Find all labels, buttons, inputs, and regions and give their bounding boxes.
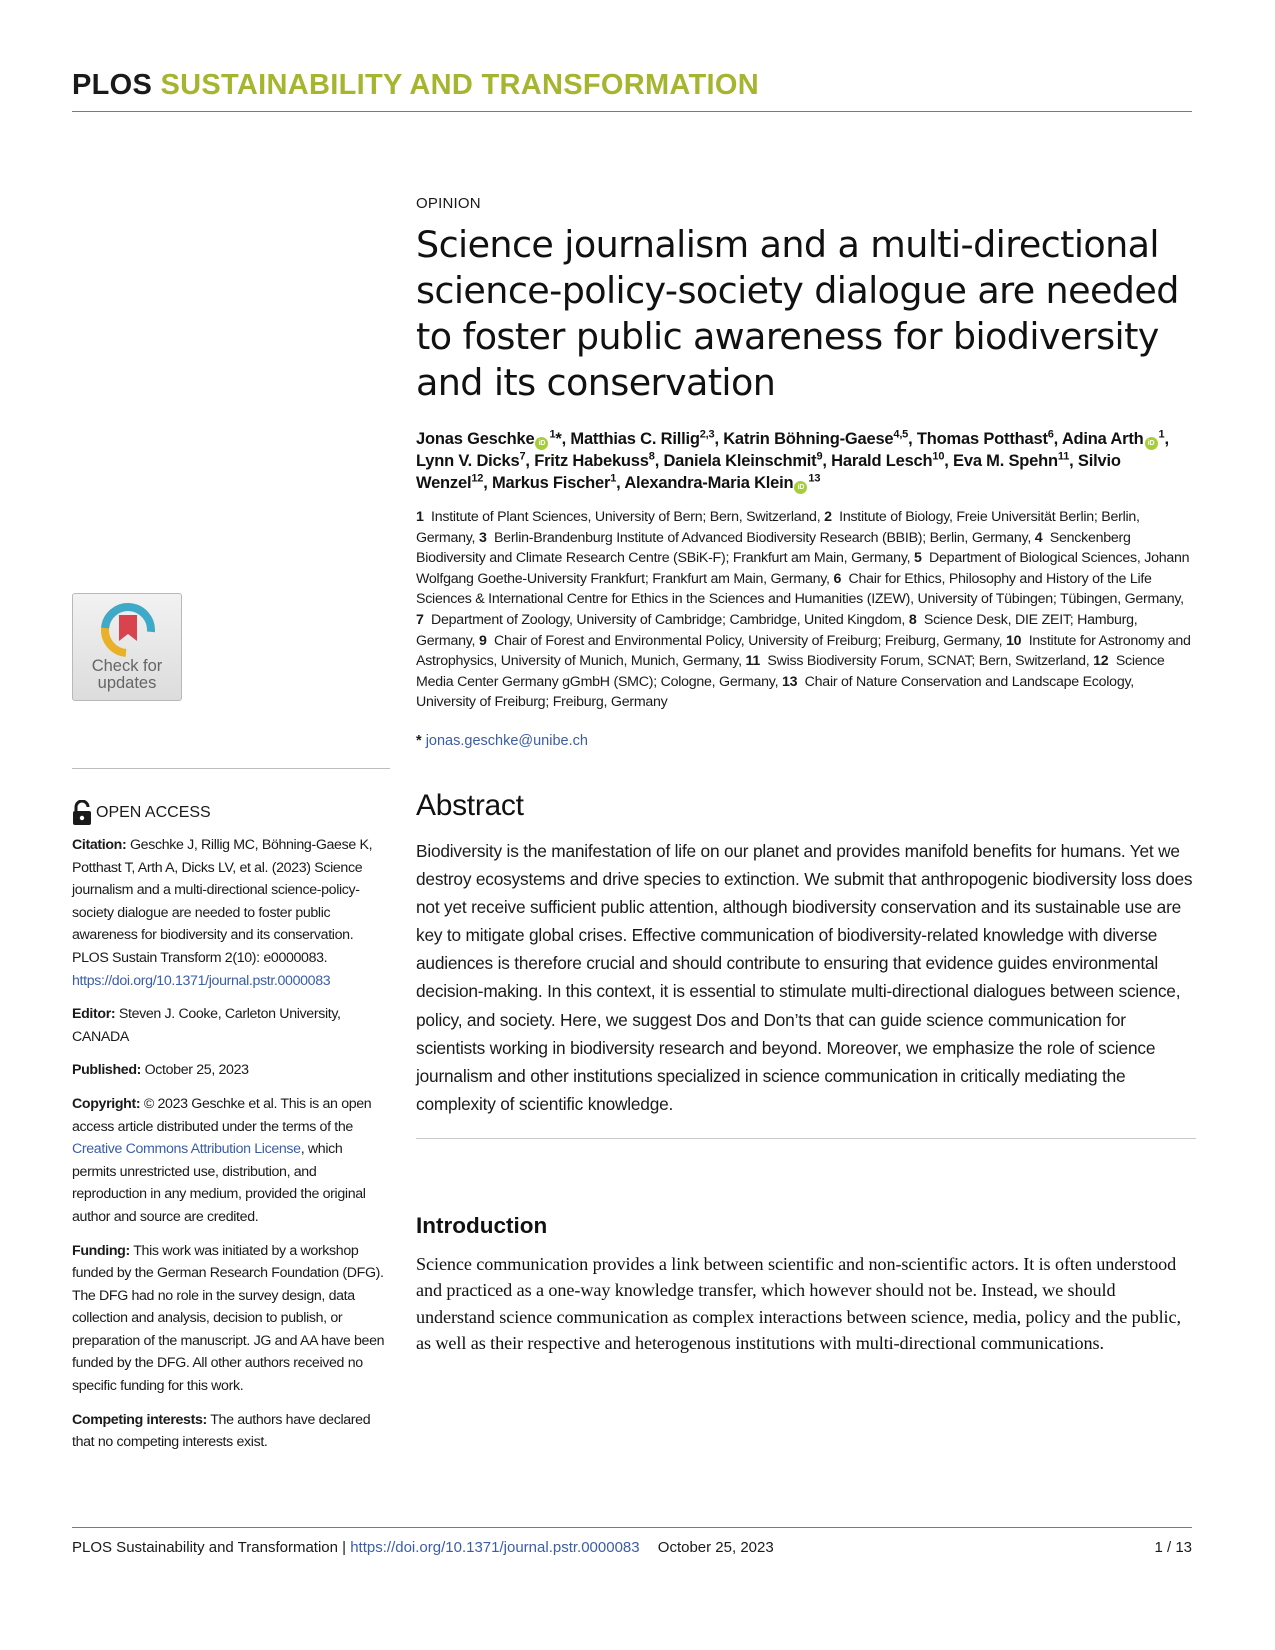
author-name: Harald Lesch: [831, 452, 933, 470]
abstract-heading: Abstract: [416, 788, 524, 822]
journal-brand: [72, 68, 1192, 102]
affiliation-text: Institute for Astronomy and Astrophysics, University of Munich, Munich, Germany,: [416, 632, 1191, 670]
affiliation-text: Berlin-Brandenburg Institute of Advanced Biodiversity Research (BBIB); Berlin, Germany,: [493, 529, 1032, 546]
footer-doi-link[interactable]: https://doi.org/10.1371/journal.pstr.0000083: [350, 1539, 640, 1556]
author: [831, 452, 944, 470]
author-name: Markus Fischer: [491, 474, 611, 492]
author-affiliation-sup: 1: [610, 472, 617, 485]
affiliation-text: Institute of Biology, Freie Universität Berlin; Berlin, Germany,: [416, 509, 1140, 546]
affiliation-number: 3: [478, 529, 487, 546]
check-for-updates-label: [73, 658, 181, 692]
published-block: [72, 1059, 390, 1082]
copyright-label: Copyright:: [72, 1095, 141, 1112]
funding-text: This work was initiated by a workshop funded by the German Research Foundation (DFG). The DFG had no role in the survey design, data collection and analysis, decision to publish, or preparation of the manuscript. JG and AA have been funded by the DFG. All other authors received no specific funding for this work.: [72, 1242, 385, 1395]
page-number: 1 / 13: [1154, 1539, 1192, 1556]
competing-interests-text: The authors have declared that no competing interests exist.: [72, 1411, 371, 1451]
affiliation-text: Department of Zoology, University of Cambridge; Cambridge, United Kingdom,: [431, 611, 906, 628]
author-list: Jonas Geschke $iD^1*$, Matthias C. Rillig$^{2,3}$, Katrin Böhning-Gaese$^{4,5}$, Thomas Potthast$^6$, Adina Arth $iD^1$, Lynn V. Dicks$^7$, Fritz Habekuss$^8$, Daniela Kleinschmit$^9$, Harald Lesch$^{10}$, Eva M. Spehn$^{11}$, Silvio Wenzel$^{12}$, Markus Fischer$^1$, Alexandra-Maria Klein $iD^{13}$: [416, 428, 1169, 492]
author: [953, 452, 1069, 470]
affiliation-text: Institute of Plant Sciences, University of Bern; Bern, Switzerland,: [431, 509, 821, 525]
corresponding-email-link[interactable]: jonas.geschke@unibe.ch: [425, 732, 588, 749]
author: [416, 452, 525, 470]
author-name: Silvio Wenzel: [416, 452, 1121, 492]
citation-text: Geschke J, Rillig MC, Böhning-Gaese K, Potthast T, Arth A, Dicks LV, et al. (2023) Science journalism and a multi-directional science-policy-society dialogue are needed to foster public awareness for biodiversity and its conservation. PLOS Sustain Transform 2(10): e0000083.: [72, 837, 373, 966]
author-name: Eva M. Spehn: [953, 452, 1058, 470]
author-affiliation-sup: 4,5: [893, 428, 909, 441]
affiliation-text: Department of Biological Sciences, Johann Wolfgang Goethe-University Frankfurt; Frankfurt am Main, Germany,: [416, 550, 1190, 587]
page-footer: [72, 1527, 1192, 1556]
affiliation-number: 10: [1006, 632, 1022, 649]
copyright-text: © 2023 Geschke et al. This is an open access article distributed under the terms of the: [72, 1095, 372, 1135]
copyright-block: [72, 1093, 390, 1229]
affiliation-number: 9: [478, 632, 487, 649]
author-name: Lynn V. Dicks: [416, 452, 520, 470]
affiliation-number: 13: [782, 673, 798, 690]
author-affiliation-sup: 13: [808, 472, 821, 485]
affiliation-number: 11: [745, 653, 760, 670]
affiliation: [479, 530, 1031, 546]
affiliation-number: 4: [1034, 529, 1043, 546]
affiliation-number: 2: [824, 509, 832, 525]
affiliation: [416, 612, 905, 628]
affiliation-text: Science Media Center Germany gGmbH (SMC); Cologne, Germany,: [416, 653, 1165, 690]
author-affiliation-sup: 10: [932, 450, 945, 463]
published-date: October 25, 2023: [144, 1062, 249, 1079]
author: [534, 452, 655, 470]
corresponding-marker: *: [555, 430, 562, 448]
affiliation: [416, 509, 820, 525]
funding-block: [72, 1240, 390, 1398]
author: [416, 430, 562, 448]
article-metadata-sidebar: [72, 834, 390, 1465]
check-for-updates-line2: updates: [97, 674, 157, 692]
footer-date: October 25, 2023: [657, 1539, 774, 1556]
editor-block: [72, 1003, 390, 1048]
author-name: Thomas Potthast: [916, 430, 1048, 448]
author-affiliation-sup: 11: [1057, 450, 1070, 463]
affiliation-number: 8: [908, 611, 917, 628]
author: [570, 430, 714, 448]
author-affiliation-sup: 9: [816, 450, 823, 463]
author-name: Fritz Habekuss: [534, 452, 649, 470]
citation-doi-link[interactable]: https://doi.org/10.1371/journal.pstr.0000083: [72, 972, 331, 989]
affiliation-text: Senckenberg Biodiversity and Climate Research Centre (SBiK-F); Frankfurt am Main, Germany,: [416, 529, 1131, 567]
author-affiliation-sup: 1: [1158, 428, 1165, 441]
check-for-updates-line1: Check for: [91, 657, 163, 675]
author-name: Katrin Böhning-Gaese: [723, 430, 894, 448]
footer-journal: PLOS Sustainability and Transformation |: [72, 1539, 347, 1556]
affiliation-list: [416, 507, 1196, 713]
abstract-text: Biodiversity is the manifestation of life on our planet and provides manifold benefits for humans. Yet we destroy ecosystems and drive species to extinction. We submit that anthropogenic biodiversity loss does not yet receive sufficient public attention, although biodiversity conservation and its sustainable use are key to mitigate global crises. Effective communication of biodiversity-related knowledge with diverse audiences is therefore crucial and should contribute to ensuring that evidence guides environmental decision-making. In this context, it is essential to stimulate multi-directional dialogues between science, policy, and society. Here, we suggest Dos and Don’ts that can guide science communication for scientists working in biodiversity research and beyond. Moreover, we emphasize the role of science journalism and other institutions specialized in science communication in critically mediating the complexity of scientific knowledge.: [416, 837, 1196, 1139]
author-affiliation-sup: 12: [471, 472, 484, 485]
author-name: Matthias C. Rillig: [570, 430, 700, 448]
author: [492, 474, 616, 492]
journal-header: [72, 68, 1192, 112]
orcid-icon[interactable]: iD: [535, 437, 548, 450]
author-affiliation-sup: 6: [1047, 428, 1054, 441]
author: [723, 430, 908, 448]
affiliation-text: Chair of Forest and Environmental Policy, University of Freiburg; Freiburg, Germany,: [493, 632, 1003, 649]
affiliation-text: Chair of Nature Conservation and Landscape Ecology, University of Freiburg; Freiburg, Germany: [416, 673, 1134, 711]
editor-text: Steven J. Cooke, Carleton University, CANADA: [72, 1006, 341, 1045]
introduction-text: Science communication provides a link between scientific and non-scientific actors. It is often understood and practiced as a one-way knowledge transfer, which however should not be. Instead, we should understand science communication as complex interactions between science, media, policy and the public, as well as their respective and heterogenous institutions with multi-directional communications.: [416, 1253, 1181, 1354]
author-name: Daniela Kleinschmit: [663, 452, 817, 470]
affiliation-number: 5: [914, 550, 922, 567]
affiliation-text: Swiss Biodiversity Forum, SCNAT; Bern, Switzerland,: [767, 653, 1090, 670]
affiliation-text: Chair for Ethics, Philosophy and History of the Life Sciences & International Centre for Ethics in the Sciences and Humanities (IZEW), University of Tübingen; Tübingen, Germany,: [416, 570, 1184, 608]
author-affiliation-sup: 8: [648, 450, 655, 463]
author-affiliation-sup: 1: [549, 428, 556, 441]
published-label: Published:: [72, 1062, 142, 1079]
orcid-icon[interactable]: iD: [1145, 437, 1158, 450]
orcid-icon[interactable]: iD: [794, 481, 807, 494]
author-affiliation-sup: 2,3: [699, 428, 715, 441]
affiliation-number: 1: [416, 509, 424, 525]
copyright-text-end: , which permits unrestricted use, distribution, and reproduction in any medium, provided the original author and source are credited.: [72, 1141, 366, 1225]
author-name: Alexandra-Maria Klein: [624, 474, 794, 492]
main-column: [416, 195, 1196, 1357]
affiliation: [745, 653, 1089, 669]
author-affiliation-sup: 7: [519, 450, 526, 463]
author: [663, 452, 822, 470]
competing-interests-label: Competing interests:: [72, 1411, 207, 1428]
author: [624, 474, 820, 492]
affiliation-text: Science Desk, DIE ZEIT; Hamburg, Germany,: [416, 611, 1138, 649]
article-title: Science journalism and a multi-directional science-policy-society dialogue are needed to foster public awareness for biodiversity and its conservation: [416, 223, 1179, 404]
check-for-updates-badge[interactable]: [72, 593, 182, 701]
journal-name: SUSTAINABILITY AND TRANSFORMATION: [160, 69, 759, 101]
author-name: Adina Arth: [1061, 430, 1144, 448]
affiliation-number: 6: [833, 570, 842, 587]
citation-label: Citation:: [72, 837, 127, 853]
open-lock-icon: [72, 800, 92, 826]
editor-label: Editor:: [72, 1006, 116, 1023]
funding-label: Funding:: [72, 1242, 130, 1259]
corresponding-author: [416, 733, 1196, 749]
affiliation-number: 7: [416, 611, 424, 628]
crossmark-icon: [99, 601, 157, 659]
competing-interests-block: [72, 1409, 390, 1454]
author: [917, 430, 1054, 448]
author: [1062, 430, 1165, 448]
introduction-heading: Introduction: [416, 1212, 548, 1238]
plos-logo-text: PLOS: [72, 69, 153, 101]
citation-block: [72, 834, 390, 992]
open-access-label: OPEN ACCESS: [96, 804, 211, 821]
author-name: Jonas Geschke: [416, 430, 535, 448]
article-type: OPINION: [416, 195, 481, 212]
corresponding-star: *: [416, 732, 422, 749]
license-link[interactable]: Creative Commons Attribution License: [72, 1141, 301, 1158]
open-access-badge: [72, 800, 211, 826]
affiliation: [479, 633, 1002, 649]
affiliation-number: 12: [1093, 653, 1109, 670]
sidebar-divider: [72, 768, 390, 769]
